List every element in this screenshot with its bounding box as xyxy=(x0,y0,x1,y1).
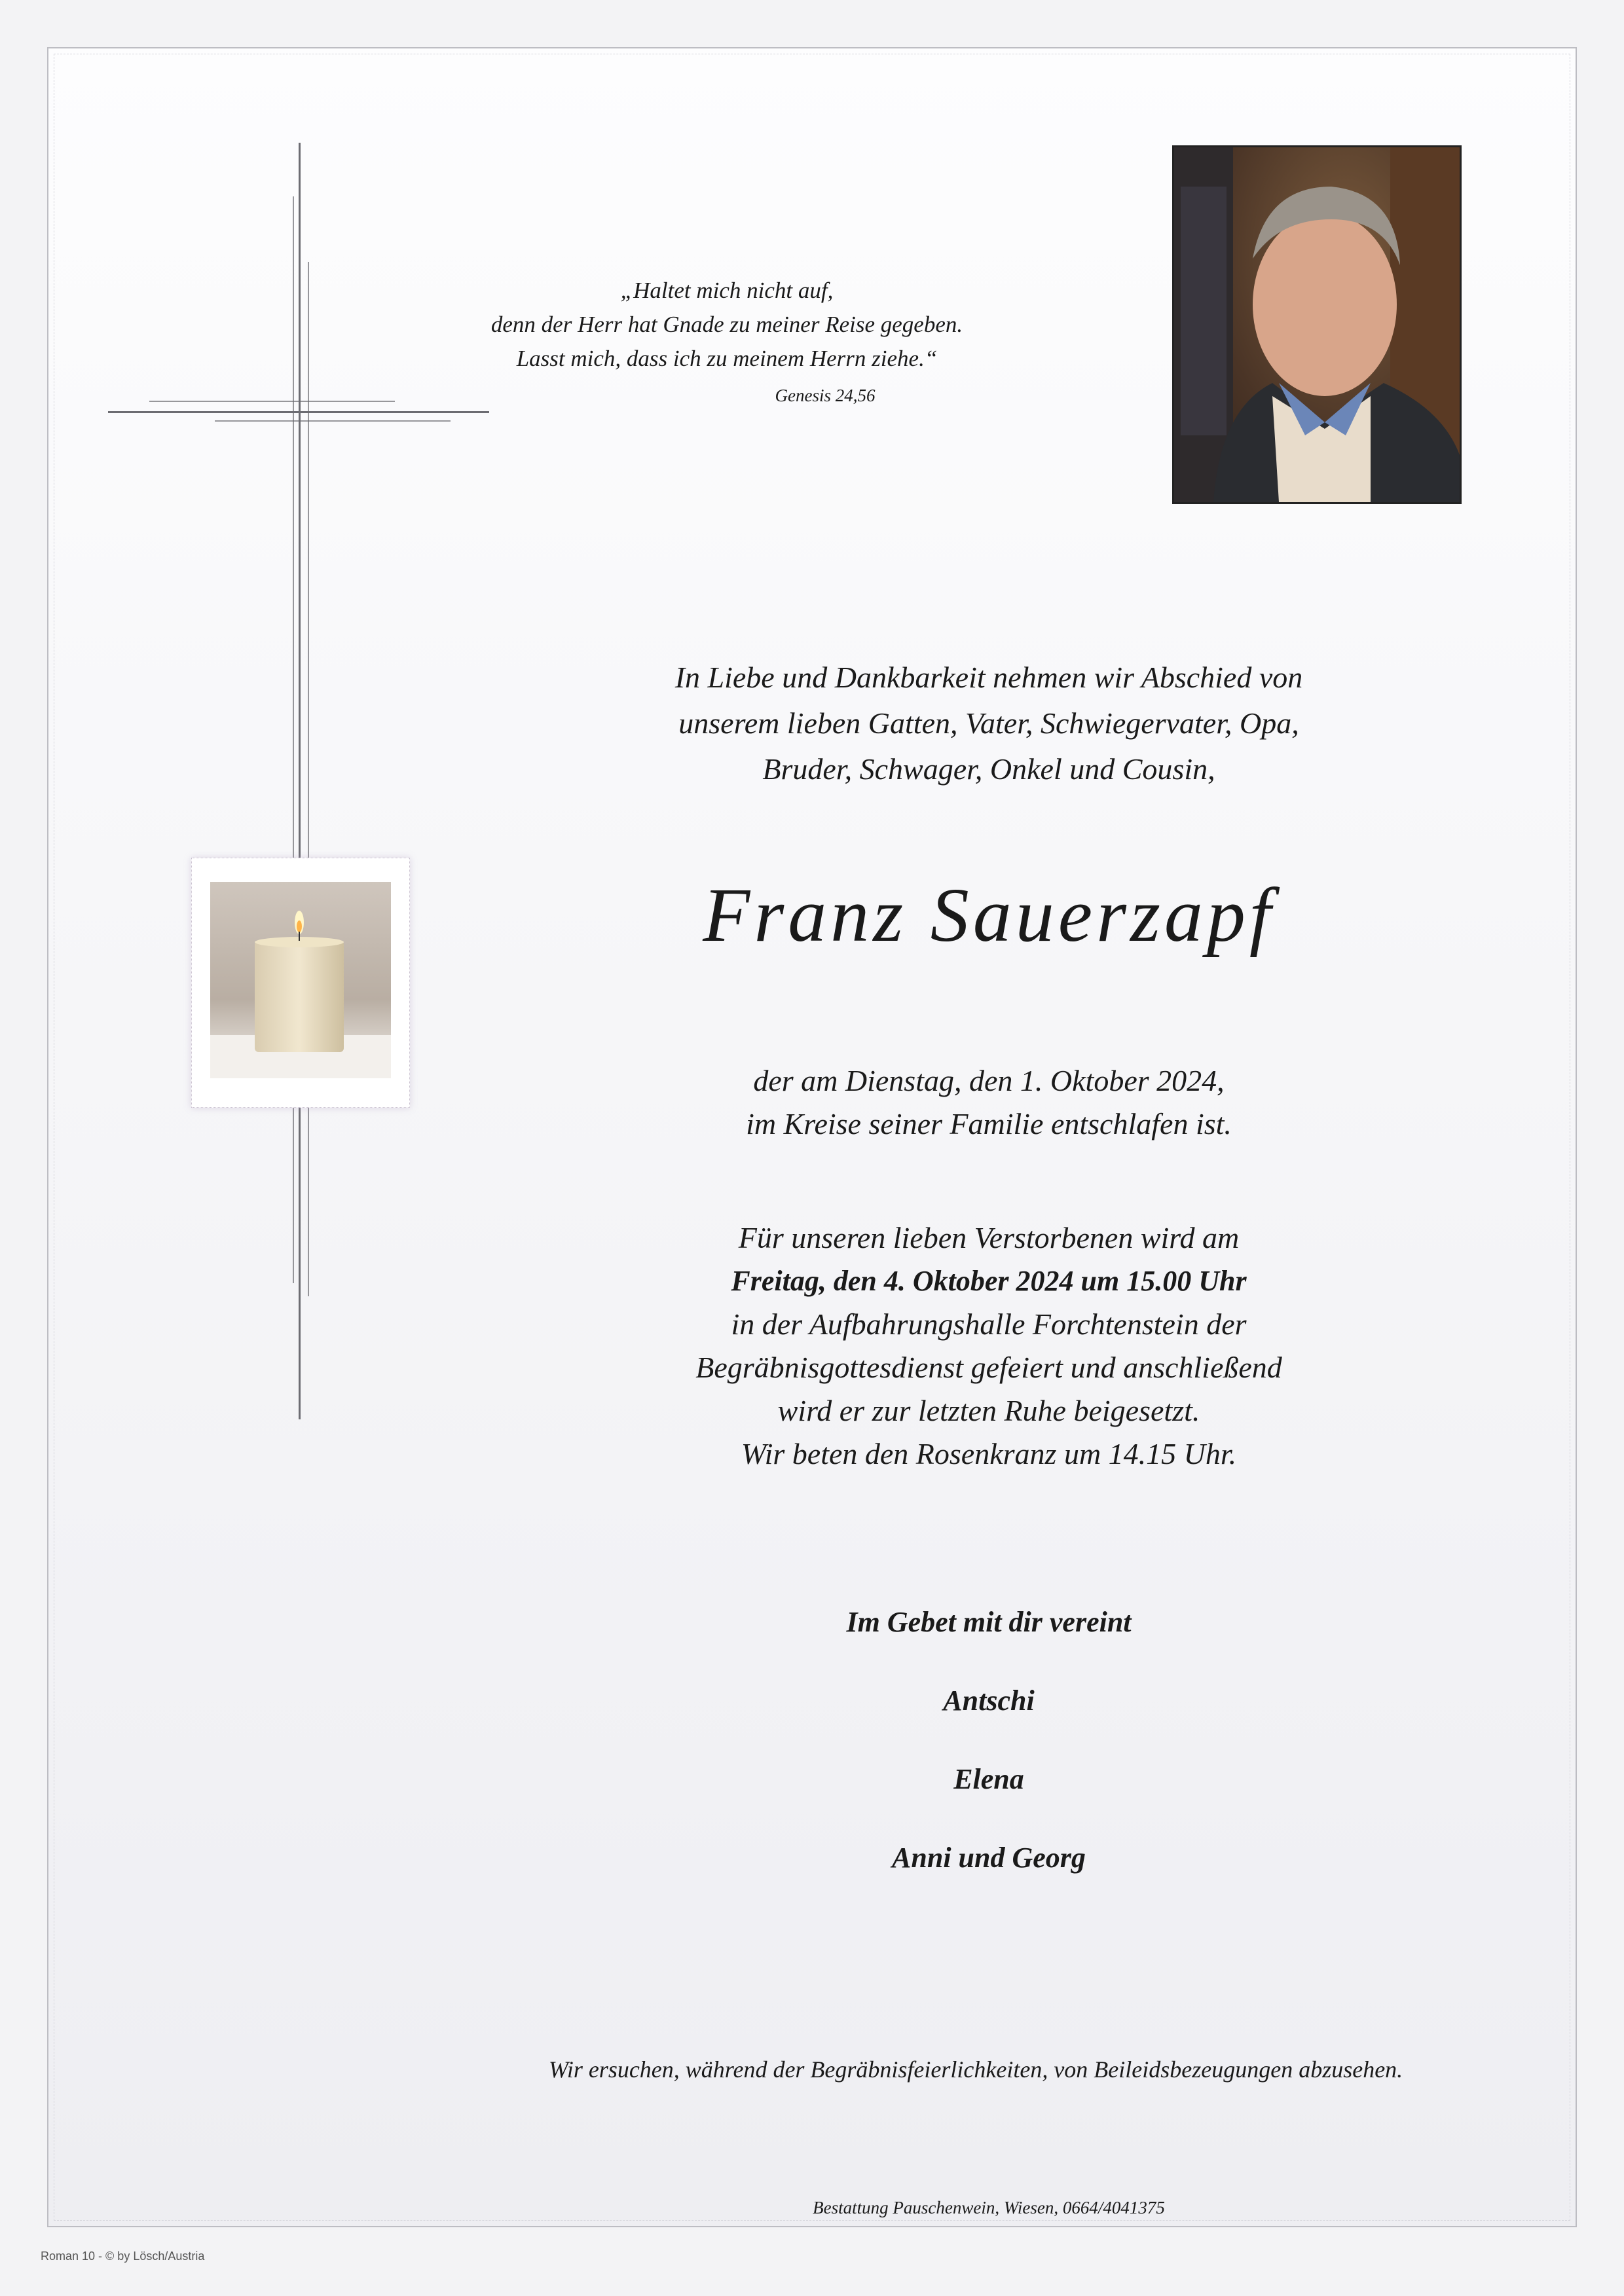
death-line: der am Dienstag, den 1. Oktober 2024, xyxy=(753,1064,1225,1097)
mourner-name: Antschi xyxy=(943,1685,1035,1717)
funeral-line: Für unseren lieben Verstorbenen wird am xyxy=(738,1221,1240,1254)
candle-image xyxy=(191,858,410,1108)
funeral-text xyxy=(576,1216,1401,1476)
death-text xyxy=(576,1059,1401,1146)
bible-quote xyxy=(471,274,982,412)
intro-line: unserem lieben Gatten, Vater, Schwiegervater, Opa, xyxy=(678,706,1299,740)
prayer-heading: Im Gebet mit dir vereint xyxy=(846,1606,1132,1638)
funeral-line: Begräbnisgottesdienst gefeiert und anschließend xyxy=(695,1351,1282,1384)
intro-text xyxy=(576,655,1401,792)
funeral-line: wird er zur letzten Ruhe beigesetzt. xyxy=(777,1394,1200,1427)
mourner-name: Elena xyxy=(953,1763,1024,1795)
intro-line: Bruder, Schwager, Onkel und Cousin, xyxy=(762,752,1215,786)
death-line: im Kreise seiner Familie entschlafen ist. xyxy=(746,1107,1232,1140)
template-footer: Roman 10 - © by Lösch/Austria xyxy=(41,2250,205,2263)
quote-source: Genesis 24,56 xyxy=(775,386,876,405)
portrait-photo xyxy=(1172,145,1462,504)
funeral-line: Wir beten den Rosenkranz um 14.15 Uhr. xyxy=(741,1437,1237,1470)
condolence-request: Wir ersuchen, während der Begräbnisfeierlichkeiten, von Beileidsbezeugungen abzusehen. xyxy=(548,2056,1403,2083)
portrait-illustration xyxy=(1174,147,1460,502)
quote-line: Lasst mich, dass ich zu meinem Herrn ziehe.“ xyxy=(516,346,938,371)
deceased-name: Franz Sauerzapf xyxy=(703,872,1275,958)
undertaker-info: Bestattung Pauschenwein, Wiesen, 0664/4041375 xyxy=(813,2198,1165,2217)
funeral-date: Freitag, den 4. Oktober 2024 um 15.00 Uhr xyxy=(731,1265,1247,1297)
funeral-line: in der Aufbahrungshalle Forchtenstein der xyxy=(731,1307,1247,1341)
quote-line: „Haltet mich nicht auf, xyxy=(620,278,834,303)
quote-line: denn der Herr hat Gnade zu meiner Reise gegeben. xyxy=(490,312,963,337)
candle-icon xyxy=(192,858,409,1107)
mourner-name: Anni und Georg xyxy=(892,1842,1086,1874)
intro-line: In Liebe und Dankbarkeit nehmen wir Abschied von xyxy=(674,661,1303,694)
